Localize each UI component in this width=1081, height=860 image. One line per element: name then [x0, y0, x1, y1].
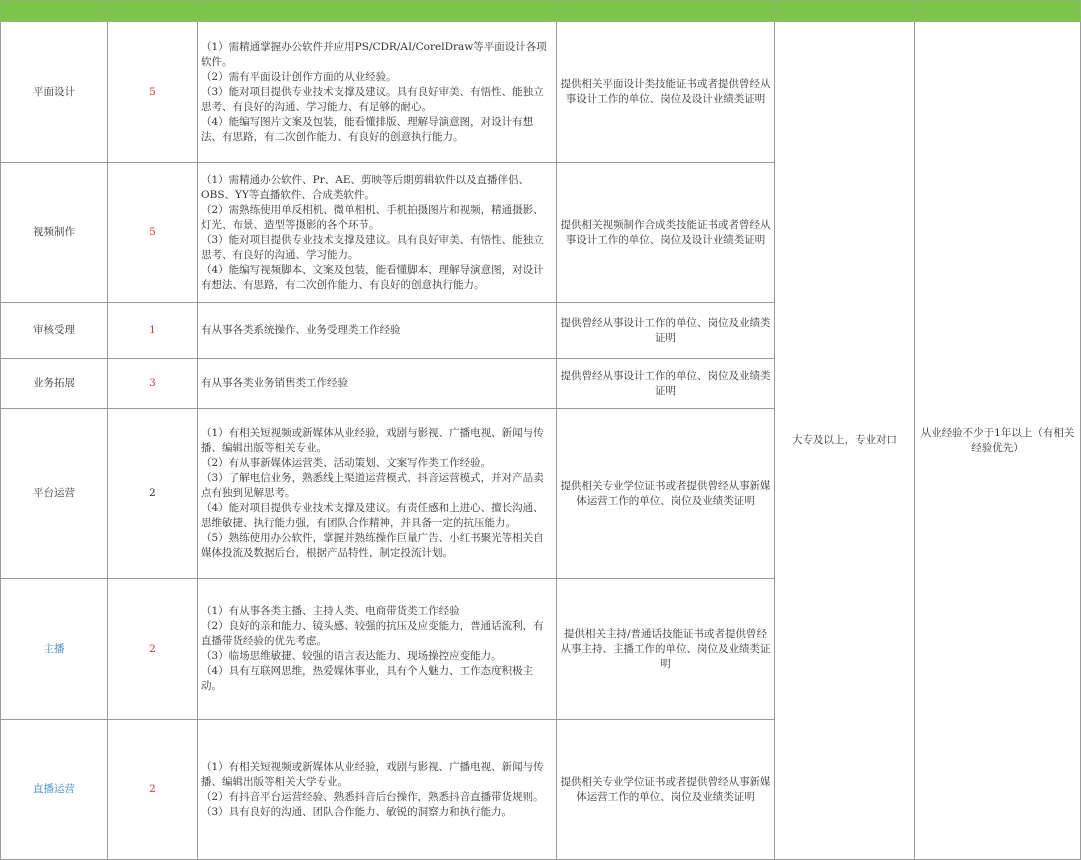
experience-requirement: 从业经验不少于1年以上（有相关经验优先） [915, 22, 1081, 860]
header-position [1, 1, 108, 22]
requirement-item: （3）能对项目提供专业技术支撑及建议。具有良好审美、有悟性、能独立思考、有良好的沟通、学习能力。 [201, 233, 544, 261]
position-requirements [198, 303, 557, 359]
table-header-row [1, 1, 1081, 22]
header-education [775, 1, 915, 22]
position-name: 平台运营 [1, 409, 108, 579]
requirement-item: （4）能对项目提供专业技术支撑及建议。有责任感和上进心、擅长沟通、思维敏捷、执行能力强，有团队合作精神，并具备一定的抗压能力。 [201, 502, 544, 529]
header-requirements [198, 1, 557, 22]
header-experience [915, 1, 1081, 22]
position-count: 2 [108, 409, 198, 579]
position-count: 2 [108, 579, 198, 720]
header-certificate [557, 1, 775, 22]
requirement-item: （5）熟练使用办公软件，掌握并熟练操作巨量广告、小红书聚光等相关自媒体投流及数据后台，根据产品特性，制定投流计划。 [201, 532, 544, 559]
position-name: 视频制作 [1, 163, 108, 303]
requirement-item: 有从事各类业务销售类工作经验 [201, 377, 348, 389]
certificate-requirement: 提供相关专业学位证书或者提供曾经从事新媒体运营工作的单位、岗位及业绩类证明 [557, 720, 775, 860]
requirement-item: （2）良好的亲和能力、镜头感、较强的抗压及应变能力，普通话流利，有直播带货经验的优先考虑。 [201, 620, 544, 647]
position-name: 主播 [1, 579, 108, 720]
position-requirements [198, 720, 557, 860]
position-requirements [198, 409, 557, 579]
requirement-item: （3）临场思维敏捷、较强的语言表达能力、现场操控应变能力。 [201, 650, 502, 662]
requirement-item: （4）能编写视频脚本、文案及包装，能看懂脚本、理解导演意图，对设计有想法、有思路，有二次创作能力、有良好的创意执行能力。 [201, 263, 544, 291]
requirement-item: 有从事各类系统操作、业务受理类工作经验 [201, 324, 401, 336]
position-requirements [198, 579, 557, 720]
table-row [1, 22, 1081, 163]
position-count: 2 [108, 720, 198, 860]
header-count [108, 1, 198, 22]
position-name: 平面设计 [1, 22, 108, 163]
requirement-item: （1）有从事各类主播、主持人类、电商带货类工作经验 [201, 605, 460, 617]
certificate-requirement: 提供曾经从事设计工作的单位、岗位及业绩类证明 [557, 303, 775, 359]
position-count: 5 [108, 22, 198, 163]
education-requirement: 大专及以上，专业对口 [775, 22, 915, 860]
requirement-item: （2）有抖音平台运营经验、熟悉抖音后台操作，熟悉抖音直播带货规则。 [201, 790, 544, 803]
requirement-item: （2）需有平面设计创作方面的从业经验。 [201, 70, 397, 83]
requirement-item: （2）有从事新媒体运营类、活动策划、文案写作类工作经验。 [201, 457, 492, 469]
position-count: 3 [108, 359, 198, 409]
requirement-item: （1）有相关短视频或新媒体从业经验，戏剧与影视、广播电视、新闻与传播、编辑出版等相关大学专业。 [201, 760, 544, 788]
position-name: 直播运营 [1, 720, 108, 860]
requirement-item: （3）了解电信业务，熟悉线上渠道运营模式、抖音运营模式，并对产品卖点有独到见解思考。 [201, 472, 544, 499]
certificate-requirement: 提供相关主持/普通话技能证书或者提供曾经从事主持、主播工作的单位、岗位及业绩类证明 [557, 579, 775, 720]
position-name: 审核受理 [1, 303, 108, 359]
position-requirements [198, 359, 557, 409]
position-requirements [198, 22, 557, 163]
requirement-item: （3）具有良好的沟通、团队合作能力、敏锐的洞察力和执行能力。 [201, 805, 513, 818]
position-count: 1 [108, 303, 198, 359]
position-count: 5 [108, 163, 198, 303]
requirement-item: （2）需熟练使用单反相机、微单相机、手机拍摄图片和视频，精通摄影、灯光、布景、造型等摄影的各个环节。 [201, 203, 544, 231]
requirement-item: （4）具有互联网思维，热爱媒体事业，具有个人魅力、工作态度积极主动。 [201, 665, 534, 692]
requirement-item: （4）能编写图片文案及包装，能看懂排版、理解导演意图，对设计有想法、有思路，有二次创作能力、有良好的创意执行能力。 [201, 115, 534, 143]
position-requirements [198, 163, 557, 303]
certificate-requirement: 提供曾经从事设计工作的单位、岗位及业绩类证明 [557, 359, 775, 409]
requirement-item: （1）需精通掌握办公软件并应用PS/CDR/AI/CorelDraw等平面设计各项软件。 [201, 40, 547, 68]
requirement-item: （1）有相关短视频或新媒体从业经验，戏剧与影视、广播电视、新闻与传播、编辑出版等相关专业。 [201, 427, 544, 454]
position-name: 业务拓展 [1, 359, 108, 409]
certificate-requirement: 提供相关专业学位证书或者提供曾经从事新媒体运营工作的单位、岗位及业绩类证明 [557, 409, 775, 579]
certificate-requirement: 提供相关平面设计类技能证书或者提供曾经从事设计工作的单位、岗位及设计业绩类证明 [557, 22, 775, 163]
requirement-item: （3）能对项目提供专业技术支撑及建议。具有良好审美、有悟性、能独立思考、有良好的沟通、学习能力、有足够的耐心。 [201, 85, 544, 113]
certificate-requirement: 提供相关视频制作合成类技能证书或者曾经从事设计工作的单位、岗位及设计业绩类证明 [557, 163, 775, 303]
requirement-item: （1）需精通办公软件、Pr、AE、剪映等后期剪辑软件以及直播伴侣、OBS、YY等直播软件、合成类软件。 [201, 173, 530, 201]
